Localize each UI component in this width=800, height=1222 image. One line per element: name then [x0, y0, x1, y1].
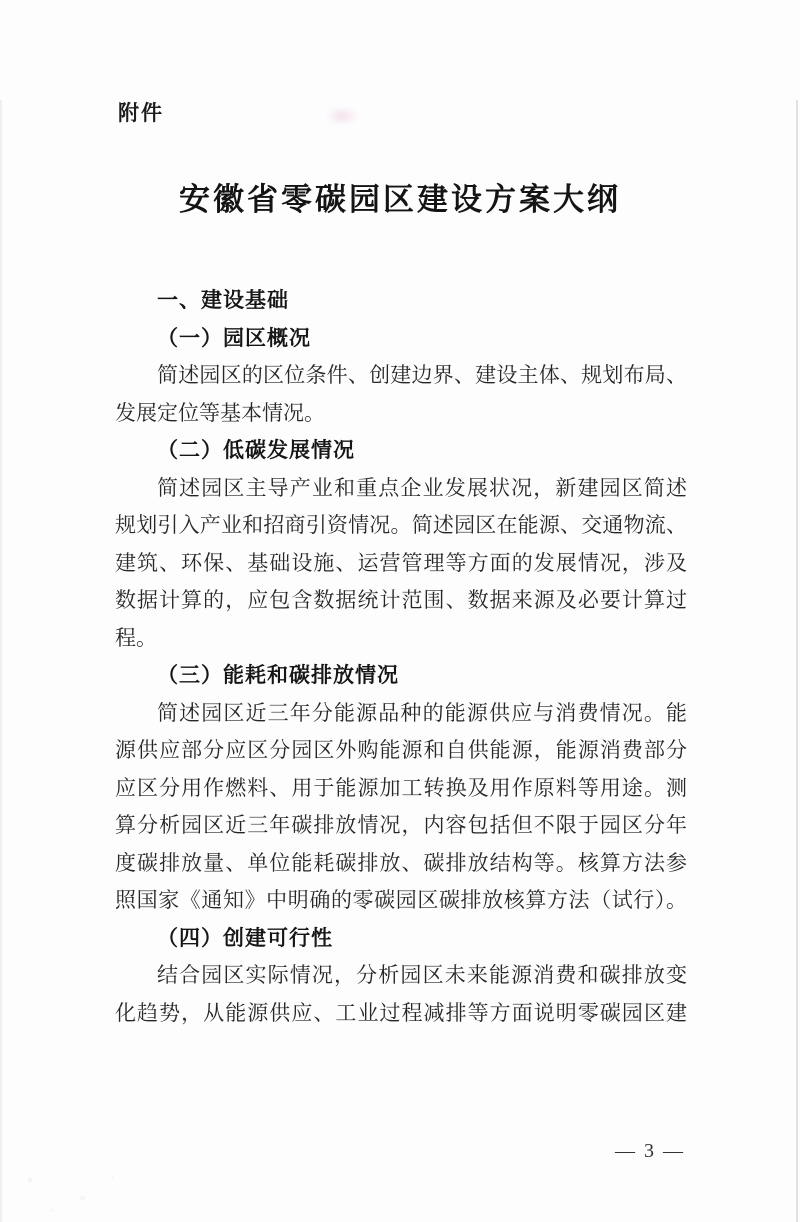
scan-artifact-noise	[0, 1162, 150, 1222]
text-line: 简述园区近三年分能源品种的能源供应与消费情况。能	[157, 700, 687, 725]
text-line: 结合园区实际情况，分析园区未来能源消费和碳排放变	[157, 963, 687, 987]
subsection-heading: （三）能耗和碳排放情况	[157, 664, 399, 687]
subsection-heading: （一）园区概况	[157, 326, 311, 350]
text-line: 发展定位等基本情况。	[115, 400, 325, 425]
page-number: — 3 —	[615, 1140, 685, 1162]
text-line: 程。	[115, 625, 157, 650]
text-line: 简述园区的区位条件、创建边界、建设主体、规划布局、	[157, 363, 687, 387]
subsection-heading: （四）创建可行性	[157, 926, 333, 950]
text-line: 简述园区主导产业和重点企业发展状况，新建园区简述	[157, 475, 687, 500]
text-line: 化趋势，从能源供应、工业过程减排等方面说明零碳园区建	[115, 1000, 687, 1025]
text-line: 照国家《通知》中明确的零碳园区碳排放核算方法（试行）。	[115, 888, 687, 912]
text-line: 算分析园区近三年碳排放情况，内容包括但不限于园区分年	[115, 813, 687, 837]
text-line: 数据计算的，应包含数据统计范围、数据来源及必要计算过	[115, 588, 687, 612]
document-body	[115, 282, 687, 1032]
scan-edge-right	[796, 100, 798, 1222]
text-line: 建筑、环保、基础设施、运营管理等方面的发展情况，涉及	[115, 550, 687, 575]
text-line: 应区分用作燃料、用于能源加工转换及用作原料等用途。测	[115, 775, 687, 800]
scanned-document-page	[0, 100, 800, 1222]
text-line: 源供应部分应区分园区外购能源和自供能源，能源消费部分	[115, 738, 687, 762]
scan-edge-left	[0, 100, 2, 1222]
subsection-heading: （二）低碳发展情况	[157, 439, 355, 462]
scan-artifact-smudge	[318, 102, 366, 130]
attachment-label: 附件	[118, 102, 164, 125]
text-line: 度碳排放量、单位能耗碳排放、碳排放结构等。核算方法参	[115, 850, 687, 875]
text-line: 规划引入产业和招商引资情况。简述园区在能源、交通物流、	[115, 513, 687, 537]
document-title: 安徽省零碳园区建设方案大纲	[179, 182, 621, 217]
section-heading-1: 一、建设基础	[157, 289, 289, 312]
